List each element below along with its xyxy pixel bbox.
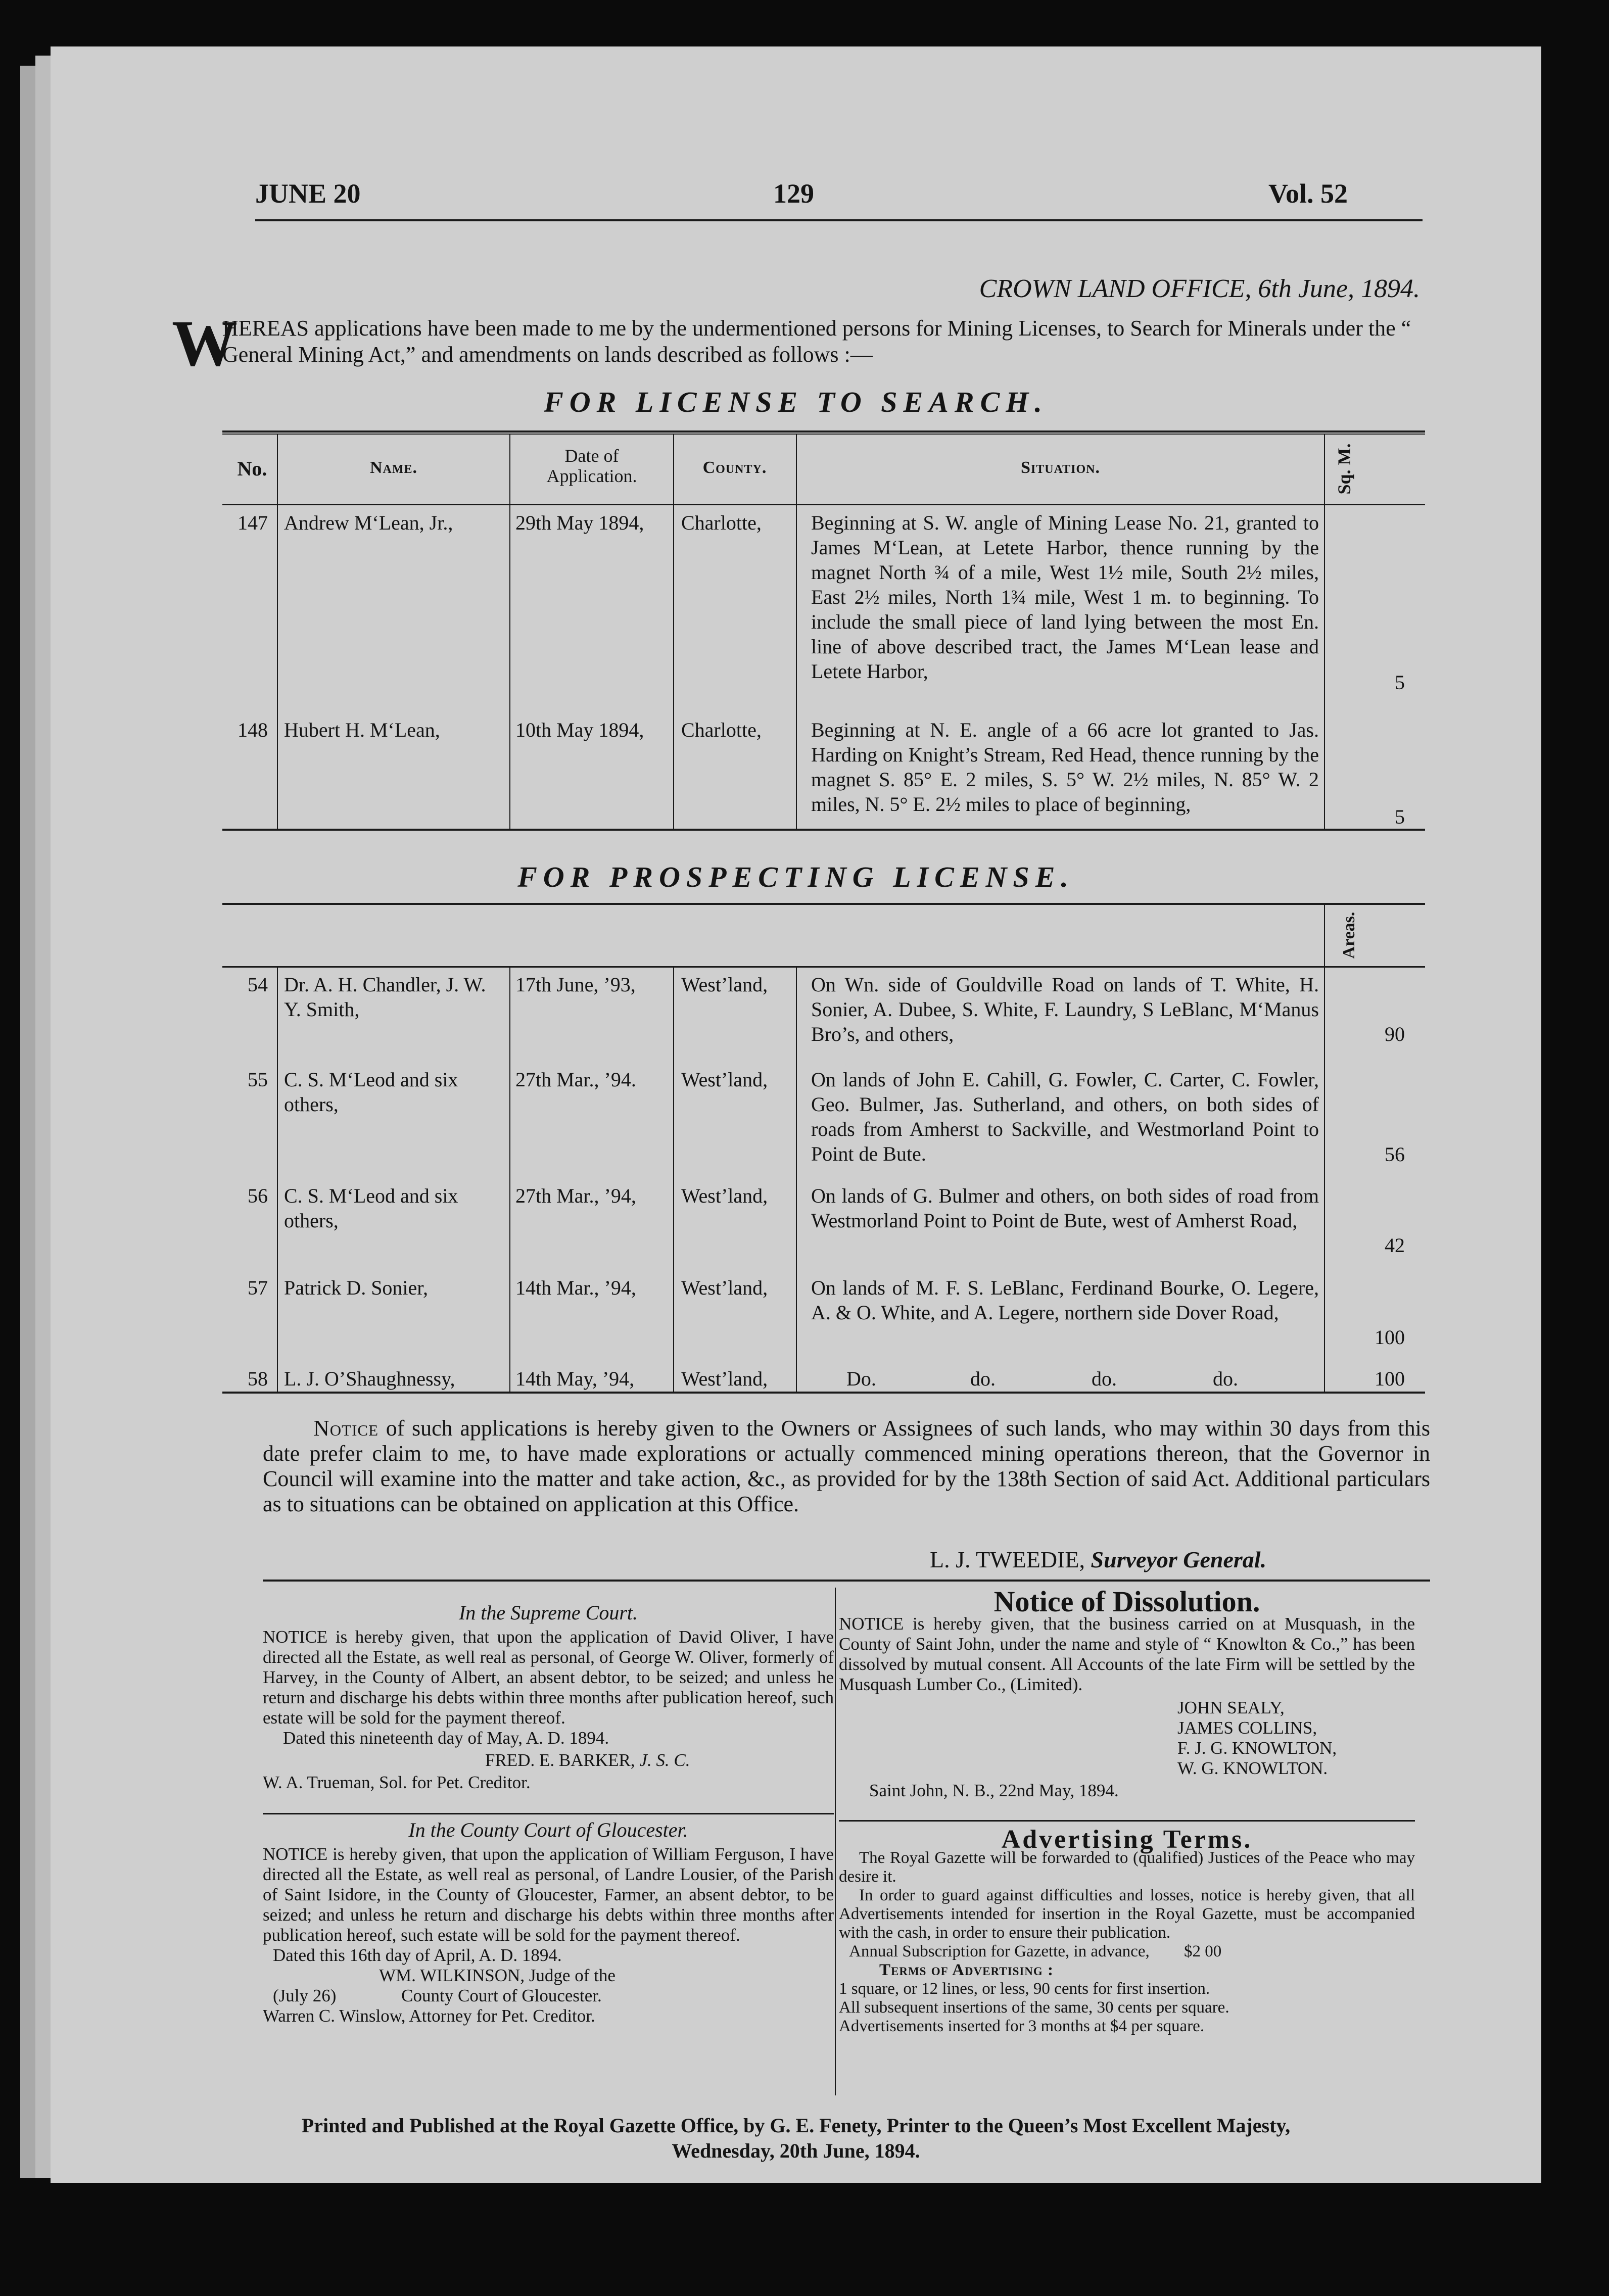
- row-county: West’land,: [681, 973, 768, 996]
- dissolution-signatories: JOHN SEALY, JAMES COLLINS, F. J. G. KNOWLTON, W. G. KNOWLTON.: [1177, 1698, 1337, 1778]
- row-county: West’land,: [681, 1276, 768, 1299]
- advertising-term: 1 square, or 12 lines, or less, 90 cents for first insertion.: [839, 1980, 1210, 1998]
- county-court-judge: WM. WILKINSON, Judge of the: [379, 1966, 616, 1985]
- row-ditto: do.: [1092, 1367, 1117, 1390]
- col-header-name: Name.: [369, 458, 418, 477]
- dissolution-place-date: Saint John, N. B., 22nd May, 1894.: [869, 1781, 1119, 1800]
- col-header-county: County.: [702, 458, 767, 477]
- row-areas: 100: [1375, 1367, 1405, 1390]
- col-header-date: Date of Application.: [546, 446, 637, 486]
- row-date: 27th Mar., ’94,: [515, 1184, 636, 1207]
- row-areas: 90: [1385, 1023, 1405, 1045]
- header-rule: [255, 219, 1423, 221]
- county-court-name: County Court of Gloucester.: [401, 1986, 602, 2005]
- row-ditto: do.: [1213, 1367, 1238, 1390]
- notice-text: of such applications is hereby given to the Owners or Assignees of such lands, who may within 30 days from this date prefer claim to me, to have made explorations or actually commenced mining operations thereon, that the Governor in Council will examine into the matter and take action, &c., as provided for by the 138th Section of said Act. Additional particulars as to situations can be obtained on application at this Office.: [263, 1416, 1430, 1516]
- column-divider: [835, 1588, 836, 2095]
- advertising-terms: [839, 1825, 1415, 2036]
- drop-cap: W: [172, 307, 238, 380]
- search-section-title: FOR LICENSE TO SEARCH.: [544, 386, 1048, 418]
- intro-paragraph: [172, 307, 1445, 380]
- gazette-page: [51, 46, 1541, 2183]
- row-situation: On Wn. side of Gouldville Road on lands of T. White, H. Sonier, A. Dubee, S. White, F. Laundry, S LeBlanc, M‘Manus Bro’s, and others,: [811, 973, 1319, 1045]
- col-header-sq-m: Sq. M.: [1334, 443, 1354, 495]
- row-name: C. S. M‘Leod and six others,: [284, 1184, 458, 1232]
- row-name: Hubert H. M‘Lean,: [284, 719, 440, 741]
- office-line: [884, 274, 1420, 304]
- row-no: 56: [248, 1184, 268, 1207]
- row-situation: Beginning at N. E. angle of a 66 acre lot granted to Jas. Harding on Knight’s Stream, Red Head, thence running by the magnet S. 85° E. 2 miles, S. 5° W. 2½ miles, N. 85° W. 2 miles, N. 5° E. 2½ miles to place of beginning,: [811, 719, 1319, 816]
- imprint: [51, 2113, 1541, 2164]
- col-header-no: No.: [237, 457, 267, 480]
- row-name: Andrew M‘Lean, Jr.,: [284, 511, 453, 534]
- row-sq-m: 5: [1395, 671, 1405, 694]
- row-name: Dr. A. H. Chandler, J. W. Y. Smith,: [284, 973, 486, 1021]
- row-no: 55: [248, 1068, 268, 1091]
- row-ditto: Do.: [846, 1367, 876, 1390]
- supreme-court-body: NOTICE is hereby given, that upon the application of David Oliver, I have directed all the Estate, as well real as personal, of George W. Oliver, formerly of Harvey, in the County of Albert, an absent debtor, to be seized; and unless he return and discharge his debts within three months after publication hereof, such estate will be sold for the payment thereof.: [263, 1627, 834, 1728]
- office-date: 6th June, 1894.: [1258, 274, 1420, 303]
- supreme-court-judge: FRED. E. BARKER, J. S. C.: [485, 1750, 690, 1770]
- county-court-body: NOTICE is hereby given, that upon the application of William Ferguson, I have directed all the Estate, as well real as personal, of Landre Lousier, of the Parish of Saint Isidore, in the County of Gloucester, Farmer, an absent debtor, to be seized; and unless he return and discharge his debts within three months after publication hereof, such estate will be sold for the payment thereof.: [263, 1844, 834, 1945]
- row-sq-m: 5: [1395, 805, 1405, 828]
- dissolution-heading: Notice of Dissolution.: [993, 1585, 1260, 1618]
- row-county: West’land,: [681, 1367, 768, 1390]
- imprint-line1: Printed and Published at the Royal Gazette Office, by G. E. Fenety, Printer to the Queen’s Most Excellent Majesty,: [301, 2114, 1291, 2137]
- dissolution-notice: [839, 1585, 1415, 1801]
- intro-text: HEREAS applications have been made to me by the undermentioned persons for Mining Licenses, to Search for Minerals under the “ General Mining Act,” and amendments on lands described as follows :—: [222, 316, 1411, 367]
- office-place: CROWN LAND OFFICE,: [979, 274, 1252, 303]
- row-situation: On lands of M. F. S. LeBlanc, Ferdinand Bourke, O. Legere, A. & O. White, and A. Legere, northern side Dover Road,: [811, 1276, 1319, 1324]
- row-name: L. J. O’Shaughnessy,: [284, 1367, 455, 1390]
- county-court-signoff: [263, 1986, 834, 2006]
- row-county: Charlotte,: [681, 511, 762, 534]
- county-court-heading: In the County Court of Gloucester.: [408, 1819, 688, 1841]
- section-rule: [263, 1580, 1430, 1582]
- volume-number: Vol. 52: [1268, 178, 1348, 209]
- county-court-attorney: Warren C. Winslow, Attorney for Pet. Creditor.: [263, 2006, 595, 2026]
- row-situation: On lands of John E. Cahill, G. Fowler, C. Carter, C. Fowler, Geo. Bulmer, Jas. Sutherland, and others, on both sides of roads from Amherst to Sackville, and Westmorland Point to Point de Bute.: [811, 1068, 1319, 1165]
- row-situation: Beginning at S. W. angle of Mining Lease No. 21, granted to James M‘Lean, at Letete Harbor, thence running by the magnet North ¾ of a mile, West 1½ mile, South 2½ miles, East 2½ miles, North 1¾ mile, West 1 m. to beginning. To include the small piece of land lying between the most En. line of above described tract, the James M‘Lean lease and Letete Harbor,: [811, 511, 1319, 683]
- row-no: 57: [248, 1276, 268, 1299]
- row-name: C. S. M‘Leod and six others,: [284, 1068, 458, 1116]
- signature-name: L. J. TWEEDIE,: [930, 1547, 1085, 1572]
- county-court-expiry: (July 26): [273, 1986, 337, 2005]
- signature-title: Surveyor General.: [1091, 1547, 1267, 1572]
- notice-lead: Notice: [313, 1416, 379, 1441]
- advertising-p1: The Royal Gazette will be forwarded to (qualified) Justices of the Peace who may desire it.: [839, 1849, 1415, 1886]
- advertising-p2: In order to guard against difficulties and losses, notice is hereby given, that all Advertisements intended for insertion in the Royal Gazette, must be accompanied with the cash, in order to ensure their publication.: [839, 1886, 1415, 1942]
- advertising-subscription: Annual Subscription for Gazette, in advance, $2 00: [849, 1942, 1222, 1960]
- advertising-term: All subsequent insertions of the same, 30 cents per square.: [839, 1998, 1229, 2017]
- supreme-court-heading: In the Supreme Court.: [458, 1601, 638, 1624]
- col-header-areas: Areas.: [1340, 912, 1358, 959]
- row-date: 27th Mar., ’94.: [515, 1068, 636, 1091]
- row-no: 147: [238, 511, 268, 534]
- row-date: 10th May 1894,: [515, 719, 644, 741]
- row-areas: 100: [1375, 1326, 1405, 1349]
- supreme-court-dated: Dated this nineteenth day of May, A. D. 1894.: [283, 1728, 609, 1748]
- row-date: 29th May 1894,: [515, 511, 644, 534]
- supreme-court-notice: [263, 1603, 834, 1793]
- header-date: JUNE 20: [255, 178, 361, 209]
- advertising-terms-heading: Terms of Advertising :: [879, 1961, 1054, 1979]
- row-county: West’land,: [681, 1068, 768, 1091]
- row-name: Patrick D. Sonier,: [284, 1276, 429, 1299]
- row-county: West’land,: [681, 1184, 768, 1207]
- row-county: Charlotte,: [681, 719, 762, 741]
- prospecting-section-title: FOR PROSPECTING LICENSE.: [517, 860, 1074, 893]
- dissolution-body: NOTICE is hereby given, that the business carried on at Musquash, in the County of Saint John, under the name and style of “ Knowlton & Co.,” has been dissolved by mutual consent. All Accounts of the late Firm will be settled by the Musquash Lumber Co., (Limited).: [839, 1614, 1415, 1694]
- row-date: 14th May, ’94,: [515, 1367, 635, 1390]
- signature: [930, 1546, 1266, 1573]
- row-no: 148: [238, 719, 268, 741]
- row-areas: 42: [1385, 1234, 1405, 1257]
- row-date: 14th Mar., ’94,: [515, 1276, 636, 1299]
- col-header-situation: Situation.: [1021, 458, 1100, 477]
- row-areas: 56: [1385, 1143, 1405, 1166]
- row-situation: On lands of G. Bulmer and others, on both sides of road from Westmorland Point to Point de Bute, west of Amherst Road,: [811, 1184, 1319, 1232]
- advertising-term: Advertisements inserted for 3 months at $4 per square.: [839, 2017, 1205, 2035]
- row-date: 17th June, ’93,: [515, 973, 636, 996]
- advertising-heading: Advertising Terms.: [1001, 1825, 1253, 1854]
- notice-paragraph: [263, 1416, 1430, 1517]
- page-number: 129: [773, 178, 814, 209]
- imprint-line2: Wednesday, 20th June, 1894.: [672, 2139, 920, 2162]
- county-court-notice: [263, 1820, 834, 2026]
- row-ditto: do.: [970, 1367, 996, 1390]
- supreme-court-solicitor: W. A. Trueman, Sol. for Pet. Creditor.: [263, 1773, 531, 1792]
- row-no: 54: [248, 973, 268, 996]
- county-court-dated: Dated this 16th day of April, A. D. 1894.: [273, 1945, 562, 1965]
- row-no: 58: [248, 1367, 268, 1390]
